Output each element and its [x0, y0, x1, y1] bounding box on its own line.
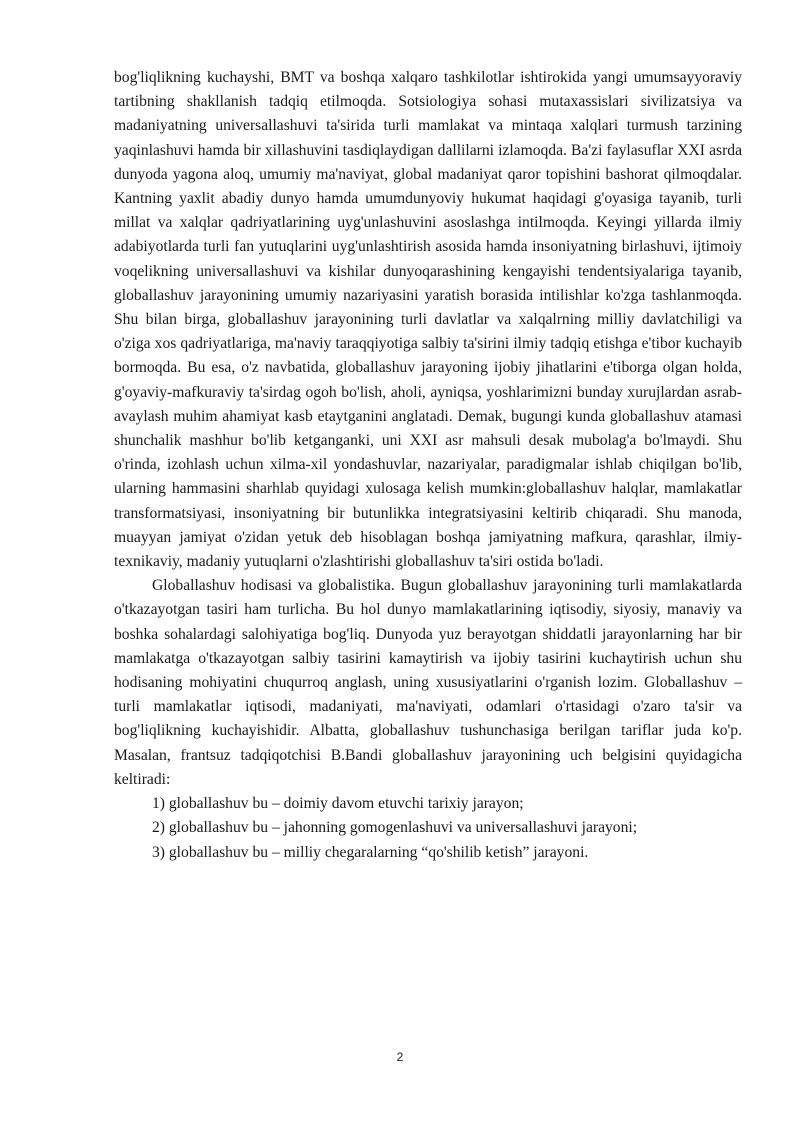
- definition-list: [114, 792, 742, 865]
- paragraph-globalization: Globallashuv hodisasi va globalistika. Bugun globallashuv jarayonining turli mamlakatlarda o'tkazayotgan tasiri ham turlicha. Bu hol dunyo mamlakatlarining iqtisodiy, siyosiy, manaviy va boshka sohalardagi salohiyatiga bog'liq. Dunyoda yuz berayotgan shiddatli jarayonlarning har bir mamlakatga o'tkazayotgan salbiy tasirini kamaytirish va ijobiy tasirini kuchaytirish uchun shu hodisaning mohiyatini chuqurroq anglash, uning xususiyatlarini o'rganish lozim. Globallashuv – turli mamlakatlar iqtisodi, madaniyati, ma'naviyati, odamlari o'rtasidagi o'zaro ta'sir va bog'liqlikning kuchayishidir. Albatta, globallashuv tushunchasiga berilgan tariflar juda ko'p. Masalan, frantsuz tadqiqotchisi B.Bandi globallashuv jarayonining uch belgisini quyidagicha keltiradi:: [114, 577, 742, 788]
- page-number: 2: [396, 1050, 404, 1064]
- document-body: [114, 66, 742, 865]
- list-item: 1) globallashuv bu – doimiy davom etuvchi tarixiy jarayon;: [152, 795, 524, 813]
- list-item: 3) globallashuv bu – milliy chegaralarning “qo'shilib ketish” jarayoni.: [152, 843, 589, 861]
- paragraph-continuation: bog'liqlikning kuchayshi, BMT va boshqa xalqaro tashkilotlar ishtirokida yangi umumsayyoraviy tartibning shakllanish tadqiq etilmoqda. Sotsiologiya sohasi mutaxassislari sivilizatsiya va madaniyatning universallashuvi ta'sirida turli mamlakat va mintaqa xalqlari turmush tarzining yaqinlashuvi hamda bir xillashuvini tasdiqlaydigan dallilarni izlamoqda. Ba'zi faylasuflar XXI asrda dunyoda yagona aloq, umumiy ma'naviyat, global madaniyat qaror topishini bashorat qilmoqdalar. Kantning yaxlit abadiy dunyo hamda umumdunyoviy hukumat haqidagi g'oyasiga tayanib, turli millat va xalqlar qadriyatlarining uyg'unlashuvini asoslashga intilmoqda. Keyingi yillarda ilmiy adabiyotlarda turli fan yutuqlarini uyg'unlashtirish asosida hamda insoniyatning birlashuvi, ijtimoiy voqelikning universallashuvi va kishilar dunyoqarashining kengayishi tendentsiyalariga tayanib, globallashuv jarayonining umumiy nazariyasini yaratish borasida intilishlar ko'zga tashlanmoqda. Shu bilan birga, globallashuv jarayonining turli davlatlar va xalqalrning milliy davlatchiligi va o'ziga xos qadriyatlariga, ma'naviy taraqqiyotiga salbiy ta'sirini ilmiy tadqiq etishga e'tibor kuchayib bormoqda. Bu esa, o'z navbatida, globallashuv jarayoning ijobiy jihatlarini e'tiborga olgan holda, g'oyaviy-mafkuraviy ta'sirdag ogoh bo'lish, aholi, ayniqsa, yoshlarimizni bunday xurujlardan asrab-avaylash muhim ahamiyat kasb etaytganini anglatadi. Demak, bugungi kunda globallashuv atamasi shunchalik mashhur bo'lib ketganganki, uni XXI asr mahsuli desak mubolag'a bo'lmaydi. Shu o'rinda, izohlash uchun xilma-xil yondashuvlar, nazariyalar, paradigmalar ishlab chiqilgan bo'lib, ularning hammasini sharhlab quyidagi xulosaga kelish mumkin:globallashuv halqlar, mamlakatlar transformatsiyasi, insoniyatning bir butunlikka integratsiyasini keltirib chiqaradi. Shu manoda, muayyan jamiyat o'zidan yetuk deb hisoblagan boshqa jamiyatning mafkura, qarashlar, ilmiy-texnikaviy, madaniy yutuqlarni o'zlashtirishi globallashuv ta'siri ostida bo'ladi.: [114, 69, 742, 571]
- list-item: 2) globallashuv bu – jahonning gomogenlashuvi va universallashuvi jarayoni;: [152, 819, 638, 837]
